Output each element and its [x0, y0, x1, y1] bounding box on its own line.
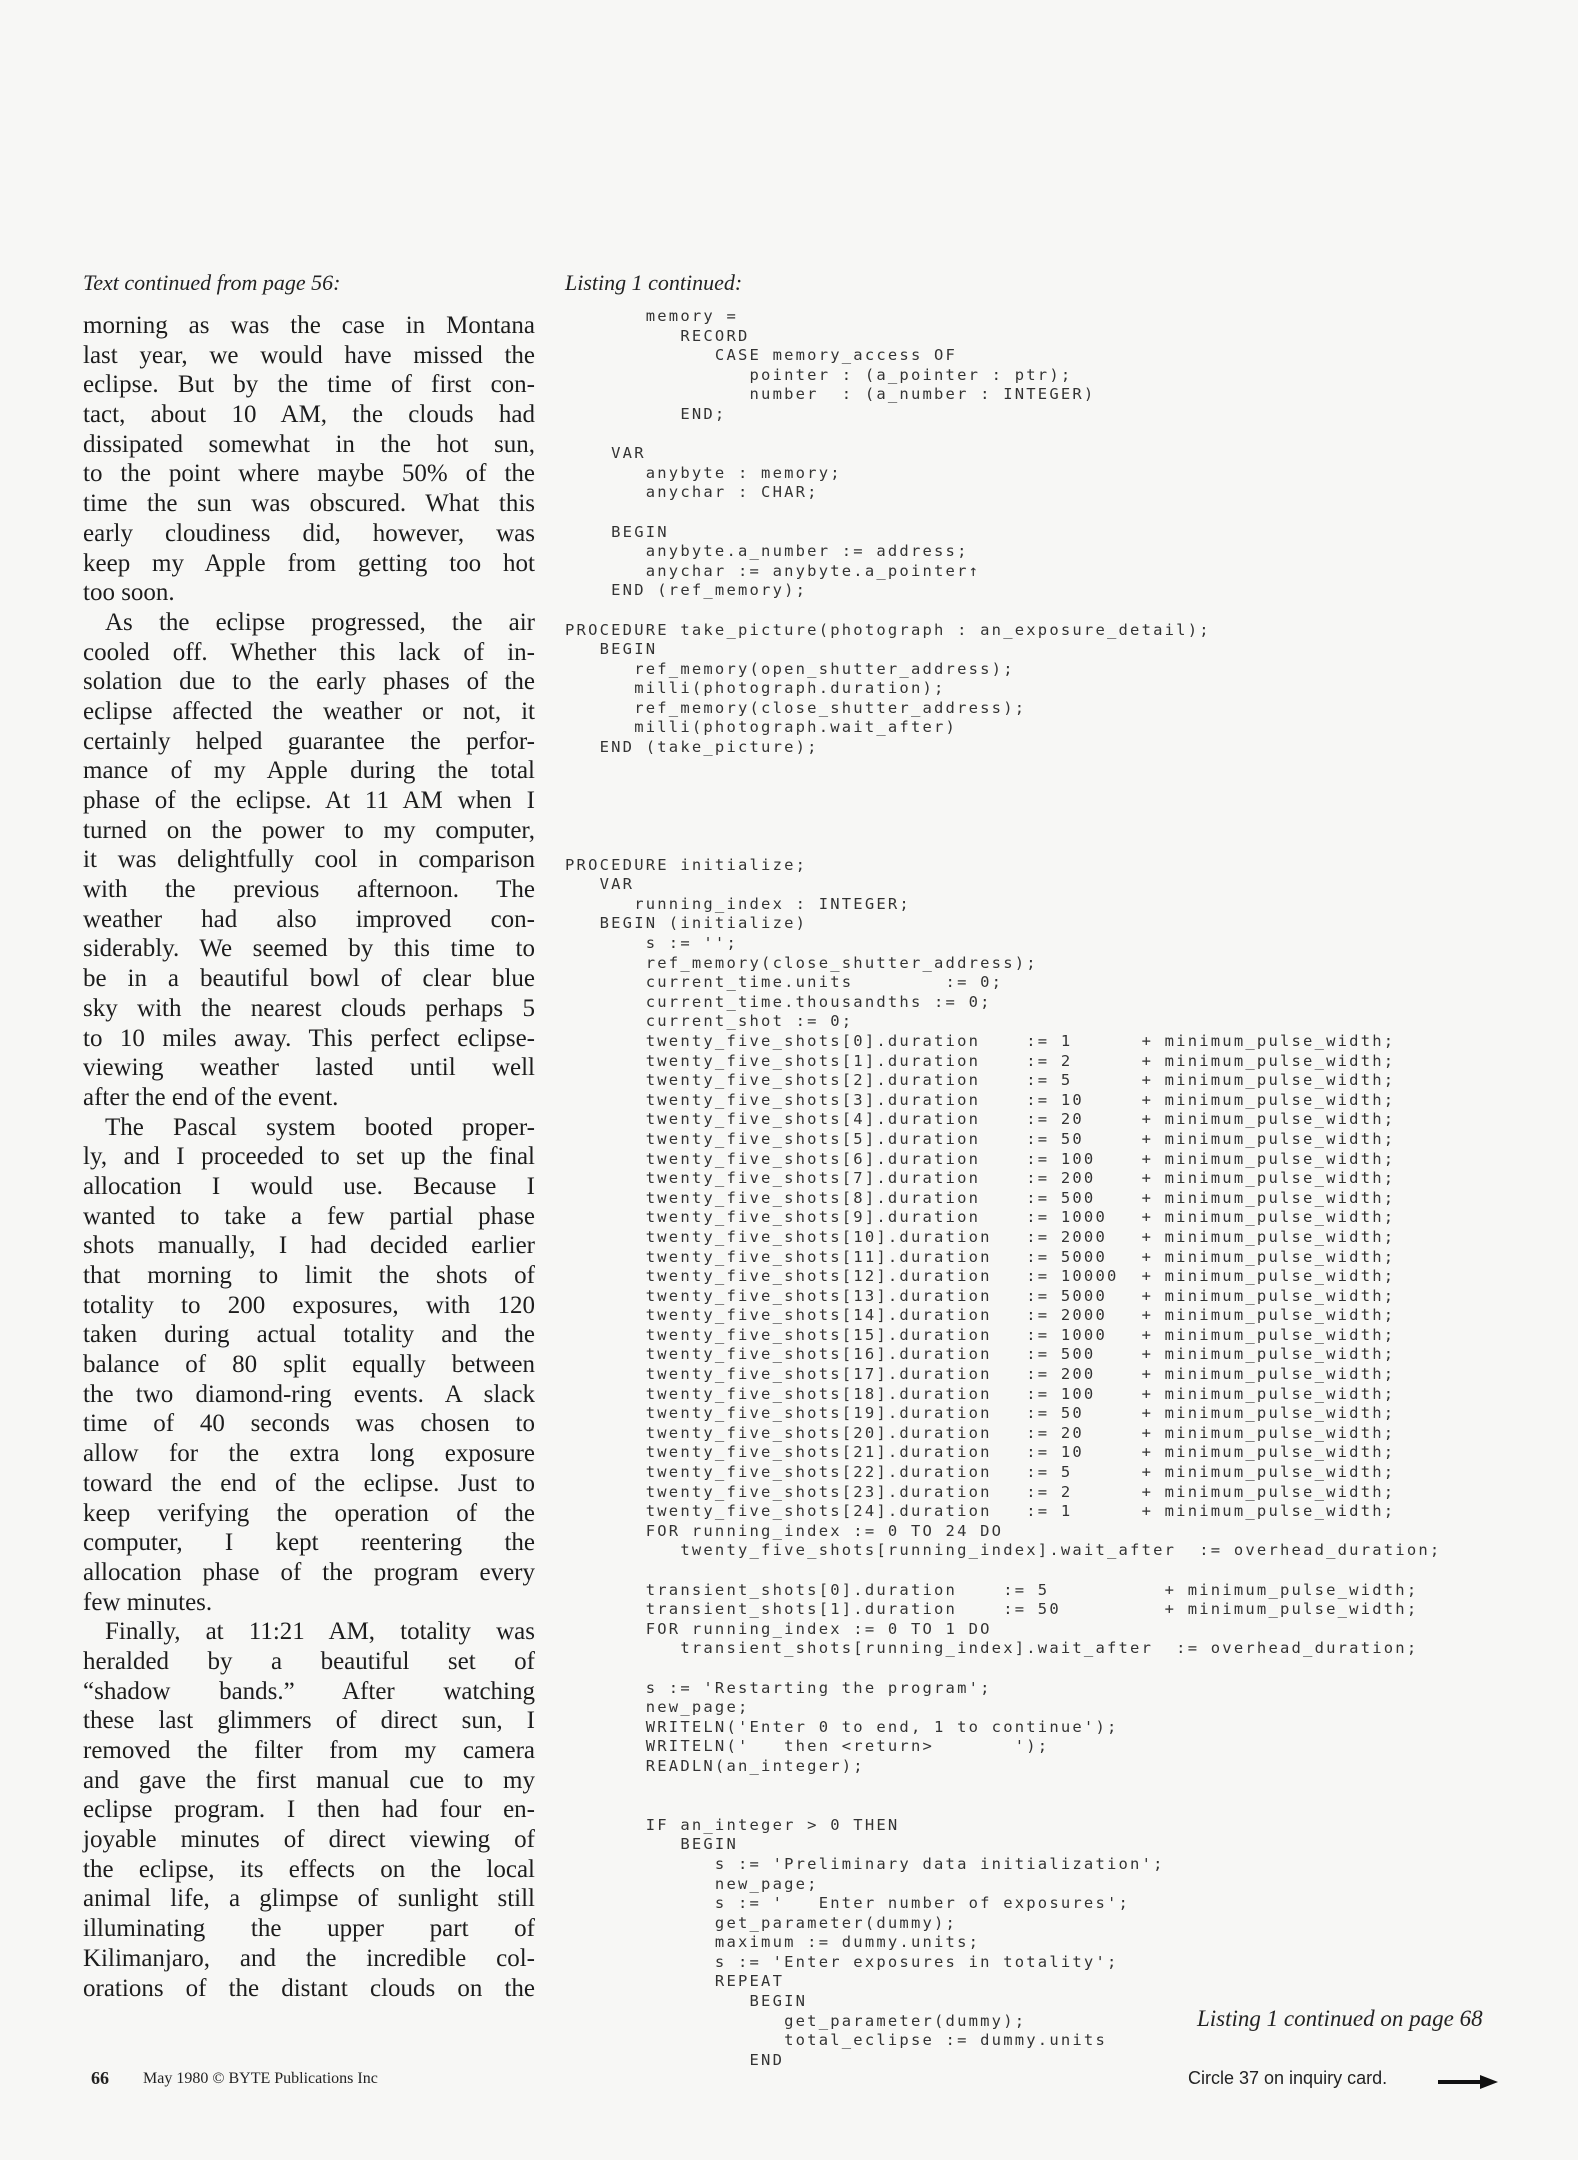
code-line: twenty_five_shots[11].duration := 5000 + minimum_pulse_width; — [565, 1247, 1396, 1266]
article-line: eclipse affected the weather or not, it — [83, 697, 535, 725]
article-line: certainly helped guarantee the perfor- — [83, 727, 535, 755]
code-line: twenty_five_shots[18].duration := 100 + minimum_pulse_width; — [565, 1384, 1396, 1403]
code-line — [565, 1777, 1441, 1797]
code-line — [565, 503, 1441, 523]
article-line: solation due to the early phases of the — [83, 668, 535, 696]
article-line: the eclipse, its effects on the local — [83, 1855, 535, 1883]
article-line: keep my Apple from getting too hot — [83, 549, 535, 577]
article-line: wanted to take a few partial phase — [83, 1202, 535, 1230]
code-line: s := 'Restarting the program'; — [565, 1678, 992, 1697]
article-line: ly, and I proceeded to set up the final — [83, 1143, 535, 1171]
code-line: anychar : CHAR; — [565, 483, 819, 502]
code-line: s := 'Preliminary data initialization'; — [565, 1854, 1165, 1873]
code-line — [565, 425, 1441, 445]
article-line: weather had also improved con- — [83, 905, 535, 933]
article-line: taken during actual totality and the — [83, 1321, 535, 1349]
article-line: keep verifying the operation of the — [83, 1499, 535, 1527]
code-line: twenty_five_shots[21].duration := 10 + minimum_pulse_width; — [565, 1443, 1396, 1462]
code-line: get_parameter(dummy); — [565, 1913, 958, 1932]
code-line: twenty_five_shots[15].duration := 1000 + minimum_pulse_width; — [565, 1325, 1396, 1344]
code-line: twenty_five_shots[9].duration := 1000 + minimum_pulse_width; — [565, 1208, 1396, 1227]
code-line: twenty_five_shots[23].duration := 2 + minimum_pulse_width; — [565, 1482, 1396, 1501]
code-line: twenty_five_shots[10].duration := 2000 + minimum_pulse_width; — [565, 1227, 1396, 1246]
article-line: Finally, at 11:21 AM, totality was — [105, 1618, 535, 1646]
article-line: removed the filter from my camera — [83, 1737, 535, 1764]
code-line: ref_memory(close_shutter_address); — [565, 698, 1027, 717]
code-listing — [565, 307, 1441, 2070]
code-line: END (ref_memory); — [565, 581, 808, 600]
article-line: eclipse. But by the time of first con- — [83, 371, 535, 399]
inquiry-card-note: Circle 37 on inquiry card. — [1188, 2068, 1388, 2088]
code-line: twenty_five_shots[7].duration := 200 + minimum_pulse_width; — [565, 1169, 1396, 1188]
code-line — [565, 758, 1441, 778]
code-line: current_time.units := 0; — [565, 973, 1004, 992]
code-line: twenty_five_shots[24].duration := 1 + minimum_pulse_width; — [565, 1502, 1396, 1521]
article-line: with the previous afternoon. The — [83, 876, 535, 904]
code-line: END — [565, 2050, 785, 2069]
article-line: tact, about 10 AM, the clouds had — [83, 401, 535, 429]
code-line: BEGIN (initialize) — [565, 914, 808, 933]
code-line: PROCEDURE initialize; — [565, 855, 808, 874]
article-line: viewing weather lasted until well — [83, 1054, 535, 1082]
code-line — [565, 797, 1441, 817]
listing-continued-note: Listing 1 continued on page 68 — [1197, 2006, 1483, 2031]
code-line: new_page; — [565, 1874, 819, 1893]
code-line: ref_memory(open_shutter_address); — [565, 659, 1015, 678]
article-line: it was delightfully cool in comparison — [83, 846, 535, 874]
article-line: sky with the nearest clouds perhaps 5 — [83, 994, 535, 1022]
article-line: early cloudiness did, however, was — [83, 519, 535, 547]
code-line: WRITELN('Enter 0 to end, 1 to continue'); — [565, 1717, 1119, 1736]
article-line: toward the end of the eclipse. Just to — [83, 1469, 535, 1497]
article-line: illuminating the upper part of — [83, 1915, 535, 1943]
code-line: BEGIN — [565, 1992, 808, 2011]
code-line: twenty_five_shots[6].duration := 100 + minimum_pulse_width; — [565, 1149, 1396, 1168]
code-line: current_time.thousandths := 0; — [565, 992, 992, 1011]
article-line: shots manually, I had decided earlier — [83, 1232, 535, 1260]
article-line: and gave the first manual cue to my — [83, 1766, 535, 1794]
code-line — [565, 1796, 1441, 1816]
code-line: s := ' Enter number of exposures'; — [565, 1894, 1131, 1913]
publication-credit: May 1980 © BYTE Publications Inc — [143, 2070, 378, 2087]
code-line: twenty_five_shots[0].duration := 1 + minimum_pulse_width; — [565, 1031, 1396, 1050]
article-line: siderably. We seemed by this time to — [83, 935, 535, 963]
code-line: running_index : INTEGER; — [565, 894, 911, 913]
article-line: be in a beautiful bowl of clear blue — [83, 965, 535, 993]
article-line: heralded by a beautiful set of — [83, 1647, 535, 1675]
article-line: allocation phase of the program every — [83, 1558, 535, 1586]
code-line: s := ''; — [565, 934, 738, 952]
article-line: phase of the eclipse. At 11 AM when I — [83, 787, 535, 814]
code-line: milli(photograph.duration); — [565, 679, 946, 698]
code-line — [565, 1659, 1441, 1679]
code-line: READLN(an_integer); — [565, 1756, 865, 1775]
article-line: turned on the power to my computer, — [83, 816, 535, 844]
code-line: END; — [565, 404, 727, 423]
article-line: animal life, a glimpse of sunlight still — [83, 1885, 535, 1913]
code-line: FOR running_index := 0 TO 1 DO — [565, 1619, 992, 1638]
code-line: transient_shots[running_index].wait_after := overhead_duration; — [565, 1639, 1419, 1658]
code-line — [565, 836, 1441, 856]
article-line: these last glimmers of direct sun, I — [83, 1707, 535, 1735]
code-line: pointer : (a_pointer : ptr); — [565, 365, 1073, 384]
article-line: cooled off. Whether this lack of in- — [83, 638, 535, 666]
listing-caption: Listing 1 continued: — [565, 270, 743, 295]
article-line: after the end of the event. — [83, 1083, 339, 1111]
code-line: twenty_five_shots[16].duration := 500 + minimum_pulse_width; — [565, 1345, 1396, 1364]
code-line — [565, 1561, 1441, 1581]
code-line: maximum := dummy.units; — [565, 1933, 981, 1952]
article-line: to the point where maybe 50% of the — [83, 460, 535, 488]
code-line: total_eclipse := dummy.units — [565, 2031, 1107, 2050]
article-line: last year, we would have missed the — [83, 341, 535, 369]
article-line: mance of my Apple during the total — [83, 757, 535, 785]
article-line: computer, I kept reentering the — [83, 1529, 535, 1557]
code-line — [565, 816, 1441, 836]
code-line — [565, 601, 1441, 621]
article-line: orations of the distant clouds on the — [83, 1974, 535, 2002]
code-line: twenty_five_shots[22].duration := 5 + minimum_pulse_width; — [565, 1463, 1396, 1482]
code-line: twenty_five_shots[13].duration := 5000 + minimum_pulse_width; — [565, 1286, 1396, 1305]
article-line: few minutes. — [83, 1588, 213, 1616]
code-line: PROCEDURE take_picture(photograph : an_exposure_detail); — [565, 620, 1211, 639]
code-line: twenty_five_shots[5].duration := 50 + minimum_pulse_width; — [565, 1129, 1396, 1148]
code-line: twenty_five_shots[3].duration := 10 + minimum_pulse_width; — [565, 1090, 1396, 1109]
article-line: eclipse program. I then had four en- — [83, 1796, 535, 1824]
code-line: anybyte.a_number := address; — [565, 542, 969, 561]
article-line: time the sun was obscured. What this — [83, 490, 535, 518]
code-line: CASE memory_access OF — [565, 346, 958, 365]
code-line: twenty_five_shots[12].duration := 10000 + minimum_pulse_width; — [565, 1267, 1396, 1286]
page-number: 66 — [91, 2068, 109, 2088]
code-line: s := 'Enter exposures in totality'; — [565, 1952, 1119, 1971]
article-line: to 10 miles away. This perfect eclipse- — [83, 1024, 535, 1052]
code-line: END (take_picture); — [565, 738, 819, 757]
code-line: twenty_five_shots[2].duration := 5 + minimum_pulse_width; — [565, 1071, 1396, 1090]
article-line: allow for the extra long exposure — [83, 1440, 535, 1468]
code-line: IF an_integer > 0 THEN — [565, 1815, 900, 1834]
article-line: joyable minutes of direct viewing of — [83, 1826, 535, 1854]
code-line: BEGIN — [565, 522, 669, 541]
code-line: BEGIN — [565, 1835, 738, 1854]
article-line: As the eclipse progressed, the air — [105, 608, 535, 636]
code-line: VAR — [565, 875, 635, 894]
text-continued-caption: Text continued from page 56: — [83, 270, 341, 295]
code-line: RECORD — [565, 326, 750, 345]
code-line: transient_shots[1].duration := 50 + minimum_pulse_width; — [565, 1600, 1419, 1619]
code-line: get_parameter(dummy); — [565, 2011, 1027, 2030]
code-line: milli(photograph.wait_after) — [565, 718, 958, 737]
code-line: WRITELN(' then <return> '); — [565, 1737, 1050, 1756]
code-line: twenty_five_shots[17].duration := 200 + minimum_pulse_width; — [565, 1365, 1396, 1384]
code-line: twenty_five_shots[running_index].wait_after := overhead_duration; — [565, 1541, 1442, 1560]
right-arrow-icon — [1438, 2075, 1498, 2089]
code-line: number : (a_number : INTEGER) — [565, 385, 1096, 404]
code-line: ref_memory(close_shutter_address); — [565, 953, 1038, 972]
code-line: BEGIN — [565, 640, 658, 659]
code-line: twenty_five_shots[1].duration := 2 + minimum_pulse_width; — [565, 1051, 1396, 1070]
code-line: anychar := anybyte.a_pointer↑ — [565, 561, 981, 580]
code-line: REPEAT — [565, 1972, 785, 1991]
article-line: “shadow bands.” After watching — [83, 1677, 535, 1705]
article-line: balance of 80 split equally between — [83, 1351, 535, 1379]
code-line: current_shot := 0; — [565, 1012, 854, 1031]
code-line: transient_shots[0].duration := 5 + minimum_pulse_width; — [565, 1580, 1419, 1599]
code-line: FOR running_index := 0 TO 24 DO — [565, 1521, 1004, 1540]
code-line: anybyte : memory; — [565, 463, 842, 482]
article-line: Kilimanjaro, and the incredible col- — [83, 1944, 535, 1972]
code-line: twenty_five_shots[4].duration := 20 + minimum_pulse_width; — [565, 1110, 1396, 1129]
article-line: dissipated somewhat in the hot sun, — [83, 430, 535, 458]
article-line: totality to 200 exposures, with 120 — [83, 1291, 535, 1319]
code-line: twenty_five_shots[20].duration := 20 + minimum_pulse_width; — [565, 1423, 1396, 1442]
code-line — [565, 777, 1441, 797]
code-line: new_page; — [565, 1698, 750, 1717]
code-line: twenty_five_shots[8].duration := 500 + minimum_pulse_width; — [565, 1188, 1396, 1207]
article-line: that morning to limit the shots of — [83, 1262, 535, 1289]
code-line: twenty_five_shots[14].duration := 2000 + minimum_pulse_width; — [565, 1306, 1396, 1325]
article-line: too soon. — [83, 579, 175, 607]
article-line: The Pascal system booted proper- — [105, 1113, 535, 1141]
article-line: allocation I would use. Because I — [83, 1172, 535, 1200]
article-line: time of 40 seconds was chosen to — [83, 1410, 535, 1438]
article-text-column — [83, 311, 535, 2003]
article-line: morning as was the case in Montana — [83, 312, 535, 339]
code-line: memory = — [565, 307, 738, 325]
article-line: the two diamond-ring events. A slack — [83, 1380, 535, 1408]
code-line: VAR — [565, 444, 646, 463]
code-line: twenty_five_shots[19].duration := 50 + minimum_pulse_width; — [565, 1404, 1396, 1423]
